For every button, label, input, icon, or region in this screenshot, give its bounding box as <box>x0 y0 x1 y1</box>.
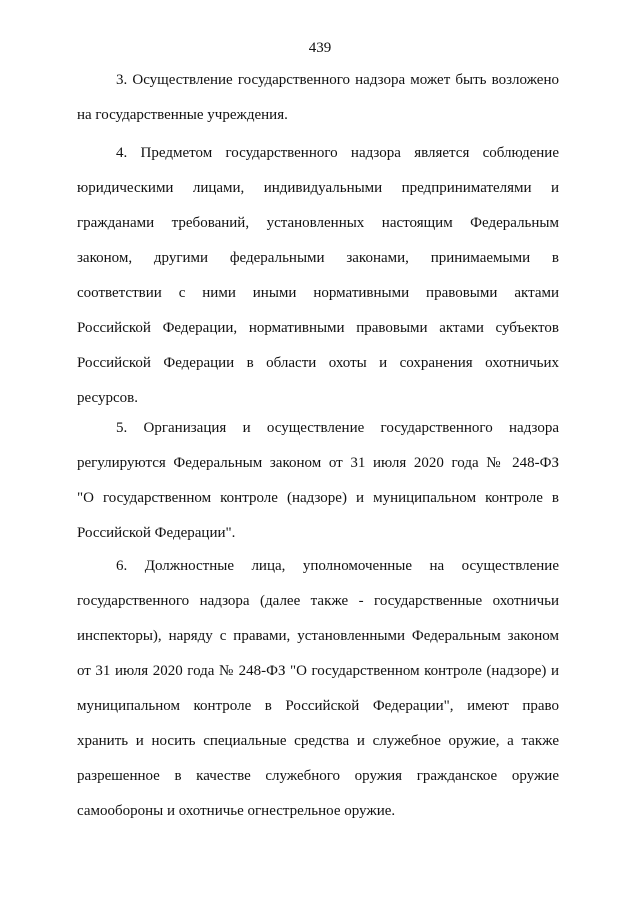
text-line: Российской Федерации, нормативными правовыми актами субъектов <box>77 320 559 336</box>
text-line: Российской Федерации". <box>77 525 236 541</box>
paragraph-4 <box>77 136 559 416</box>
paragraph-3 <box>77 63 559 133</box>
text-line: 4. Предметом государственного надзора является соблюдение <box>116 145 559 161</box>
text-line: самообороны и охотничье огнестрельное оружие. <box>77 803 396 819</box>
text-line: ресурсов. <box>77 390 138 406</box>
text-line: разрешенное в качестве служебного оружия гражданское оружие <box>77 768 559 784</box>
text-line: юридическими лицами, индивидуальными предпринимателями и <box>77 180 559 196</box>
text-line: гражданами требований, установленных настоящим Федеральным <box>77 215 559 231</box>
text-line: на государственные учреждения. <box>77 107 288 123</box>
text-line: "О государственном контроле (надзоре) и муниципальном контроле в <box>77 490 559 506</box>
text-line: законом, другими федеральными законами, принимаемыми в <box>77 250 559 266</box>
text-line: государственного надзора (далее также - государственные охотничьи <box>77 593 559 609</box>
text-line: инспекторы), наряду с правами, установленными Федеральным законом <box>77 628 559 644</box>
paragraph-6 <box>77 549 559 829</box>
text-line: 5. Организация и осуществление государственного надзора <box>116 420 559 436</box>
text-line: регулируются Федеральным законом от 31 июля 2020 года № 248-ФЗ <box>77 455 559 471</box>
text-line: от 31 июля 2020 года № 248-ФЗ "О государственном контроле (надзоре) и <box>77 663 559 679</box>
text-line: 3. Осуществление государственного надзора может быть возложено <box>116 72 559 88</box>
text-line: Российской Федерации в области охоты и сохранения охотничьих <box>77 355 559 371</box>
text-line: 6. Должностные лица, уполномоченные на осуществление <box>116 558 559 574</box>
text-line: соответствии с ними иными нормативными правовыми актами <box>77 285 559 301</box>
paragraph-5 <box>77 411 559 551</box>
text-line: муниципальном контроле в Российской Федерации", имеют право <box>77 698 559 714</box>
text-line: хранить и носить специальные средства и служебное оружие, а также <box>77 733 559 749</box>
page-number: 439 <box>308 40 332 56</box>
